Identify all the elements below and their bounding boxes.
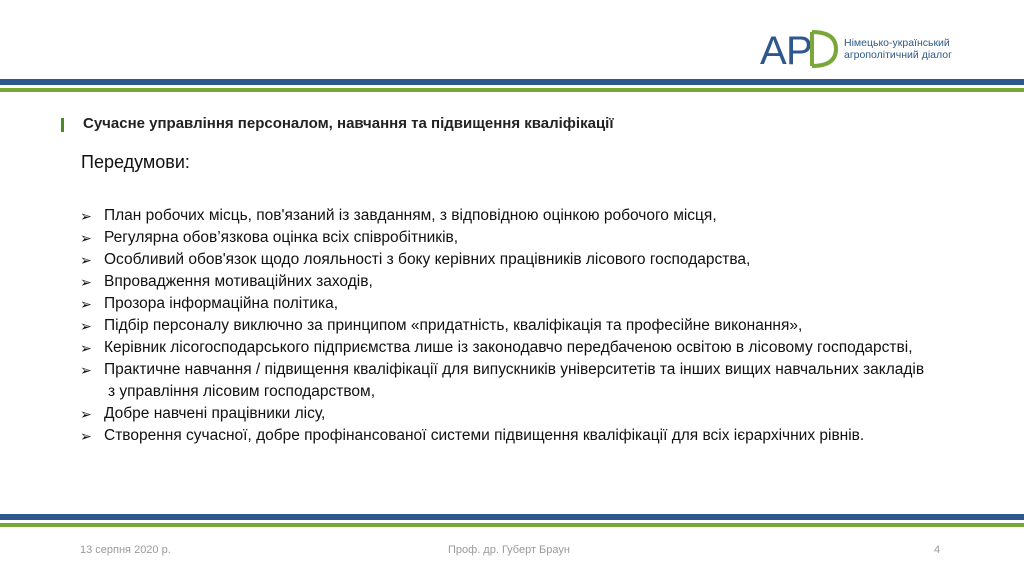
arrow-bullet-icon: ➢ — [80, 362, 92, 378]
bullet-text: Керівник лісогосподарського підприємства лише із законодавчо передбаченою освітою в лісовому господарстві, — [104, 339, 913, 356]
bullet-item — [80, 293, 980, 315]
bullet-text: Створення сучасної, добре профінансованої системи підвищення кваліфікації для всіх ієрархічних рівнів. — [104, 427, 865, 444]
logo-line-2: агрополітичний діалог — [844, 49, 952, 61]
arrow-bullet-icon: ➢ — [80, 406, 92, 422]
bullet-text: Практичне навчання / підвищення кваліфікації для випускників університетів та інших вищих навчальних закладів — [104, 361, 925, 378]
bullet-item — [80, 271, 980, 293]
apd-logo — [760, 26, 952, 72]
arrow-bullet-icon: ➢ — [80, 252, 92, 268]
svg-text:P: P — [786, 29, 813, 72]
arrow-bullet-icon: ➢ — [80, 296, 92, 312]
bullet-item — [80, 403, 980, 425]
arrow-bullet-icon: ➢ — [80, 208, 92, 224]
arrow-bullet-icon: ➢ — [80, 230, 92, 246]
header-stripe-blue — [0, 79, 1024, 85]
arrow-bullet-icon: ➢ — [80, 274, 92, 290]
footer-author: Проф. др. Губерт Браун — [448, 544, 570, 556]
bullet-text: Прозора інформаційна політика, — [104, 295, 339, 312]
arrow-bullet-icon: ➢ — [80, 340, 92, 356]
apd-logo-mark — [760, 26, 838, 72]
footer-stripe-blue — [0, 514, 1024, 520]
page-number: 4 — [934, 544, 941, 556]
svg-text:A: A — [760, 29, 787, 72]
arrow-bullet-icon: ➢ — [80, 428, 92, 444]
bullet-continuation — [80, 381, 980, 403]
logo-text — [844, 37, 952, 61]
bullet-list — [80, 205, 980, 447]
bullet-item — [80, 227, 980, 249]
bullet-item — [80, 249, 980, 271]
bullet-text: Особливий обов'язок щодо лояльності з боку керівних працівників лісового господарства, — [104, 251, 751, 268]
bullet-text: з управління лісовим господарством, — [108, 383, 376, 400]
arrow-bullet-icon: ➢ — [80, 318, 92, 334]
bullet-text: Впровадження мотиваційних заходів, — [104, 273, 373, 290]
bullet-text: Підбір персоналу виключно за принципом «придатність, кваліфікація та професійне виконання», — [104, 317, 803, 334]
bullet-item — [80, 315, 980, 337]
bullet-text: Регулярна обов’язкова оцінка всіх співробітників, — [104, 229, 459, 246]
footer-date: 13 серпня 2020 р. — [80, 544, 171, 556]
bullet-item — [80, 337, 980, 359]
logo-line-1: Німецько-український — [844, 37, 950, 49]
footer-stripe-green — [0, 523, 1024, 527]
bullet-text: Добре навчені працівники лісу, — [104, 405, 326, 422]
title-marker — [61, 118, 64, 132]
section-title: Сучасне управління персоналом, навчання та підвищення кваліфікації — [83, 115, 614, 132]
bullet-item — [80, 205, 980, 227]
header-stripe-green — [0, 88, 1024, 92]
bullet-item — [80, 425, 980, 447]
bullet-item — [80, 359, 980, 381]
subheading: Передумови: — [81, 152, 190, 172]
bullet-text: План робочих місць, пов'язаний із завданням, з відповідною оцінкою робочого місця, — [104, 207, 717, 224]
